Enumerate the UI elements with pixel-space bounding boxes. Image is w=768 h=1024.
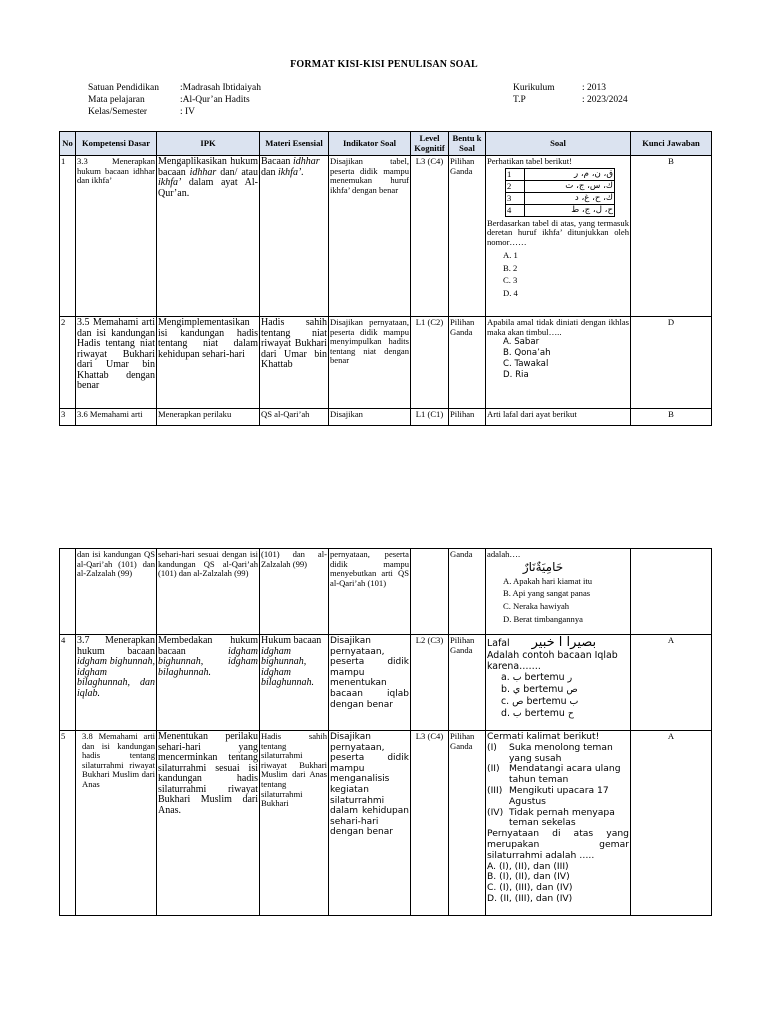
answer-option: A. (I), (II), dan (III) [487, 860, 569, 872]
row-soal [486, 635, 631, 731]
meta-label: Mata pelajaran [88, 95, 145, 105]
arabic-verse: بصيرا ا خبير [531, 635, 597, 650]
row-kunci: A [631, 731, 712, 916]
header-level: Level Kognitif [411, 132, 449, 156]
header-kunci: Kunci Jawaban [631, 132, 712, 156]
letters-value: ك، س، ج، ت [525, 180, 615, 192]
soal-question: adalah…. [487, 549, 521, 559]
row-indikator: Disajikan pernyataan, peserta didik mampu menyimpulkan hadits tentang niat dengan benar [329, 317, 411, 409]
row-kunci: B [631, 156, 712, 317]
letters-row [506, 168, 615, 180]
row-indikator: Disajikan pernyataan, peserta didik mampu menganalisis kegiatan silaturrahmi dalam kehidupan sehari-hari dengan benar [329, 731, 411, 916]
letters-no: 1 [506, 168, 525, 180]
letters-no: 2 [506, 180, 525, 192]
ipk-term: idgham bighunnah, idgham bilaghunnah. [158, 645, 258, 678]
materi-term: idgham bighunnah, idgham bilaghunnah. [261, 645, 315, 688]
meta-label: Kelas/Semester [88, 107, 148, 117]
letters-value: ح، ل، ج، ط [525, 204, 615, 216]
meta-value: : 2023/2024 [582, 95, 628, 105]
row-ipk: Menentukan perilaku sehari-hari yang mencerminkan tentang silaturrahmi sesuai isi kandungan hadis silaturrahmi riwayat Bukhari Muslim dari Anas. [157, 731, 260, 916]
soal-intro: Cermati kalimat berikut! [487, 731, 600, 742]
header-bentuk: Bentu k Soal [449, 132, 486, 156]
meta-value: : IV [180, 107, 196, 117]
kisi-table-page2 [59, 548, 712, 916]
answer-option: B. Qona’ah [503, 348, 551, 359]
soal-lafal: Lafal [487, 637, 510, 649]
page-title: FORMAT KISI-KISI PENULISAN SOAL [290, 59, 478, 70]
letters-row [506, 204, 615, 216]
ipk-text: dan/ atau [216, 166, 258, 178]
header-row [60, 132, 712, 156]
row-level: L2 (C3) [411, 635, 449, 731]
row-soal [486, 156, 631, 317]
meta-value: :Al-Qur’an Hadits [180, 95, 250, 105]
row-bentuk: Pilihan Ganda [449, 731, 486, 916]
answer-option: d. ب bertemu ح [501, 708, 574, 719]
answer-option: C. 3 [503, 275, 518, 286]
table-row [60, 731, 712, 916]
answer-option: A. 1 [503, 250, 518, 261]
statement-no: (IV) [487, 806, 504, 818]
row-bentuk: Pilihan Ganda [449, 156, 486, 317]
answer-option: B. Api yang sangat panas [503, 588, 591, 599]
answer-option: D. Ria [503, 370, 529, 381]
answer-option: B. 2 [503, 262, 518, 273]
soal-question: Adalah contoh bacaan Iqlab karena……. [487, 650, 618, 672]
header-materi: Materi Esensial [260, 132, 329, 156]
statement-text: Mendatangi acara ulang tahun teman [509, 763, 621, 786]
header-indikator: Indikator Soal [329, 132, 411, 156]
row-kd: dan isi kandungan QS al-Qari’ah (101) dan al-Zalzalah (99) [76, 549, 157, 635]
kd-text: 3.7 Menerapkan hukum bacaan [77, 635, 155, 657]
soal-intro: Perhatikan tabel berikut! [487, 156, 572, 166]
row-bentuk: Pilihan [449, 409, 486, 426]
answer-option: A. Apakah hari kiamat itu [503, 575, 593, 586]
statement [487, 786, 629, 808]
row-kd: 3.6 Memahami arti [76, 409, 157, 426]
answer-option: C. Neraka hawiyah [503, 601, 570, 612]
row-materi [260, 156, 329, 317]
header-no: No [60, 132, 76, 156]
table-row [60, 635, 712, 731]
row-ipk: Mengimplementasikan isi kandungan hadis tentang niat dalam kehidupan sehari-hari [157, 317, 260, 409]
materi-term: ikhfa’. [277, 166, 304, 178]
materi-text: Bacaan [261, 156, 293, 167]
table-row [60, 409, 712, 426]
row-soal [486, 317, 631, 409]
row-bentuk: Ganda [449, 549, 486, 635]
answer-option: b. ي bertemu ص [501, 684, 578, 695]
letters-no: 4 [506, 204, 525, 216]
row-indikator: Disajikan pernyataan, peserta didik mampu menentukan bacaan iqlab dengan benar [329, 635, 411, 731]
meta-value: : 2013 [582, 83, 607, 93]
statement-text: Tidak pernah menyapa teman sekelas [509, 806, 615, 829]
answer-option: c. ص bertemu ب [501, 696, 579, 707]
letters-row [506, 192, 615, 204]
meta-label: T.P [513, 95, 526, 105]
row-kunci: B [631, 409, 712, 426]
row-soal [486, 731, 631, 916]
ipk-text: Membedakan hukum bacaan [158, 635, 258, 657]
row-level: L3 (C4) [411, 731, 449, 916]
row-level: L1 (C2) [411, 317, 449, 409]
statement-no: (II) [487, 763, 500, 775]
letters-value: ك، ح، غ، د [525, 192, 615, 204]
table-row [60, 317, 712, 409]
row-level: L1 (C1) [411, 409, 449, 426]
statement-text: Suka menolong teman yang susah [509, 741, 613, 764]
row-bentuk: Pilihan Ganda [449, 635, 486, 731]
statement [487, 764, 629, 786]
row-kunci: D [631, 317, 712, 409]
row-ipk [157, 156, 260, 317]
row-bentuk: Pilihan Ganda [449, 317, 486, 409]
statement [487, 808, 629, 830]
arabic-verse: حَامِيَةٌنَارٌ [522, 559, 564, 574]
row-indikator: Disajikan [329, 409, 411, 426]
row-kd: 3.5 Memahami arti dan isi kandungan Hadis tentang niat riwayat Bukhari dari Umar bin Khattab dengan benar [76, 317, 157, 409]
answer-option: D. 4 [503, 287, 518, 298]
statement-text: Mengikuti upacara 17 Agustus [509, 784, 609, 807]
answer-option: a. ب bertemu ر [501, 672, 573, 683]
meta-value: :Madrasah Ibtidaiyah [180, 83, 261, 93]
meta-right [513, 82, 628, 106]
ipk-text: dalam ayat Al-Qur’an. [158, 177, 258, 199]
answer-option: D. Berat timbangannya [503, 613, 583, 624]
kisi-table-page1 [59, 131, 712, 426]
row-indikator: pernyataan, peserta didik mampu menyebutkan arti QS al-Qari’ah (101) [329, 549, 411, 635]
row-soal: Arti lafal dari ayat berikut [486, 409, 631, 426]
materi-text: Hukum bacaan [261, 635, 322, 646]
ipk-text: Mengaplikasikan hukum bacaan [158, 156, 258, 178]
answer-option: C. Tawakal [503, 359, 549, 370]
kd-term: idgham bighunnah, idgham bilaghunnah, dan iqlab. [77, 656, 155, 699]
soal-question: Berdasarkan tabel di atas, yang termasuk deretan huruf ikhfa’ ditunjukkan oleh nomor…… [487, 217, 629, 247]
row-no: 2 [60, 317, 76, 409]
answer-option: D. (II, (III), dan (IV) [487, 892, 573, 904]
row-kd [76, 635, 157, 731]
answer-option: B. (I), (II), dan (IV) [487, 871, 570, 883]
row-materi: QS al-Qari’ah [260, 409, 329, 426]
letters-value: ق، ن، م، ر [525, 168, 615, 180]
row-level: L3 (C4) [411, 156, 449, 317]
header-kd: Kompetensi Dasar [76, 132, 157, 156]
row-ipk: Menerapkan perilaku [157, 409, 260, 426]
soal-question: Pernyataan di atas yang merupakan gemar silaturrahmi adalah ….. [487, 828, 629, 861]
row-materi [260, 635, 329, 731]
materi-text: dan [261, 166, 278, 178]
row-materi: Hadis sahih tentang niat riwayat Bukhari dari Umar bin Khattab [260, 317, 329, 409]
row-ipk: sehari-hari sesuai dengan isi kandungan QS al-Qari’ah (101) dan al-Zalzalah (99) [157, 549, 260, 635]
table-row [60, 156, 712, 317]
ipk-term: idhhar [189, 166, 217, 178]
letters-table [505, 168, 615, 217]
row-kd: 3.3 Menerapkan hukum bacaan idhhar dan ikhfa’ [76, 156, 157, 317]
materi-term: idhhar [292, 156, 320, 167]
meta-label: Satuan Pendidikan [88, 83, 159, 93]
statement-no: (III) [487, 784, 503, 796]
letters-row [506, 180, 615, 192]
answer-option: A. Sabar [503, 337, 540, 348]
header-soal: Soal [486, 132, 631, 156]
row-materi: Hadis sahih tentang silaturrahmi riwayat Bukhari Muslim dari Anas tentang silaturrahmi Bukhari [260, 731, 329, 916]
row-ipk [157, 635, 260, 731]
meta-label: Kurikulum [513, 83, 555, 93]
row-no: 3 [60, 409, 76, 426]
statement-no: (I) [487, 741, 497, 753]
meta-left [88, 82, 261, 118]
row-materi: (101) dan al-Zalzalah (99) [260, 549, 329, 635]
row-soal [486, 549, 631, 635]
ipk-term: ikhfa’ [158, 177, 182, 188]
row-no: 5 [60, 731, 76, 916]
row-kunci: A [631, 635, 712, 731]
statement [487, 743, 629, 765]
letters-no: 3 [506, 192, 525, 204]
soal-question: Apabila amal tidak diniati dengan ikhlas maka akan timbul….. [487, 317, 629, 337]
row-no: 4 [60, 635, 76, 731]
row-kd: 3.8 Memahami arti dan isi kandungan hadis tentang silaturrahmi riwayat Bukhari Muslim dari Anas [76, 731, 157, 916]
table-row [60, 549, 712, 635]
header-ipk: IPK [157, 132, 260, 156]
row-indikator: Disajikan tabel, peserta didik mampu menemukan huruf ikhfa’ dengan benar [329, 156, 411, 317]
answer-option: C. (I), (III), dan (IV) [487, 882, 573, 894]
row-no: 1 [60, 156, 76, 317]
